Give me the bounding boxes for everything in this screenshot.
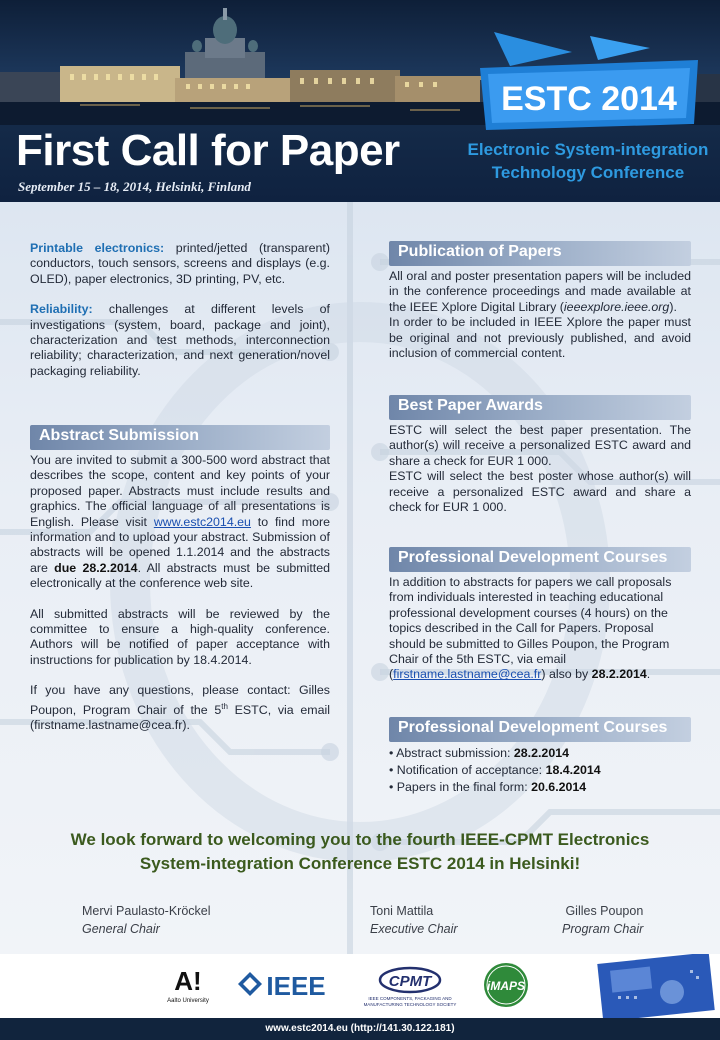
abstract-paragraph-2: All submitted abstracts will be reviewed by the committee to ensure a high-quality conference. Authors will be notified of paper acceptance with instructions for publication by 18.4.2014. <box>30 606 330 667</box>
aalto-name: Aalto University <box>167 998 209 1004</box>
page-title: First Call for Paper <box>16 126 400 175</box>
printable-electronics-paragraph <box>30 241 330 287</box>
reliability-text: challenges at different levels of investigations (system, board, package and joint), characterization and test methods, interconnection reliability; characterization, and next generation/novel packaging reliability. <box>30 302 330 378</box>
event-date-location: September 15 – 18, 2014, Helsinki, Finland <box>18 179 251 194</box>
aalto-logo: A! <box>174 966 202 996</box>
publication-paragraph-2: In order to be included in IEEE Xplore the paper must be original and not previously published, and avoid inclusion of commercial content. <box>389 315 691 361</box>
chair-role: Program Chair <box>562 922 644 936</box>
abstract-due-date: due 28.2.2014 <box>54 560 138 575</box>
courses-text-a: In addition to abstracts for papers we call proposals from individuals interested in teaching educational professional development courses (4 hours) on the topics described in the Call for Papers. Proposal should be submitted to Gilles Poupon, the Program Chair of the 5th ESTC, via email ( <box>389 575 672 682</box>
sponsor-logo-row <box>0 954 720 1018</box>
courses-heading: Professional Development Courses <box>389 547 691 572</box>
date-value: 28.2.2014 <box>513 746 569 760</box>
publication-paragraph-1 <box>389 269 691 315</box>
date-label: Papers in the final form: <box>396 780 532 794</box>
courses-text-c: . <box>646 667 651 682</box>
important-dates-list <box>389 745 691 796</box>
abstract-text-c: . All abstracts must be submitted electronically at the conference web site. <box>30 560 330 591</box>
website-link[interactable]: www.estc2014.eu <box>153 514 251 529</box>
welcome-line-2: System-integration Conference ESTC 2014 in Helsinki! <box>139 854 581 873</box>
contact-superscript: th <box>221 701 228 711</box>
conference-name <box>462 138 714 184</box>
abstract-paragraph-1 <box>30 453 330 592</box>
left-column <box>30 241 330 379</box>
awards-paragraph-1: ESTC will select the best paper presentation. The author(s) will receive a personalized ESTC award and share a check for EUR 1 000. <box>389 423 691 468</box>
date-item-final-papers <box>389 779 691 796</box>
email-link[interactable]: firstname.lastname@cea.fr <box>393 667 542 682</box>
printable-electronics-text: printed/jetted (transparent) conductors, touch sensors, screens and displays (e.g. OLED), paper electronics, 3D printing, PV, etc. <box>30 241 330 286</box>
estc-2014-logo <box>480 30 698 130</box>
abstract-paragraph-3 <box>30 683 330 733</box>
chair-role: General Chair <box>82 922 160 936</box>
reliability-term: Reliability: <box>30 302 93 317</box>
abstract-text-b: to find more information and to upload your abstract. Submission of abstracts will be opened 1.1.2014 and the abstracts are <box>30 514 331 575</box>
date-value: 18.4.2014 <box>545 763 601 777</box>
welcome-line-1: We look forward to welcoming you to the fourth IEEE-CPMT Electronics <box>70 830 650 849</box>
circuit-board-photo <box>597 954 714 1018</box>
chair-name: Mervi Paulasto-Kröckel <box>82 904 211 918</box>
contact-text-b: ESTC, via email (firstname.lastname@cea.fr). <box>30 702 330 733</box>
reliability-paragraph <box>30 302 330 379</box>
ieee-text: IEEE <box>266 971 326 1001</box>
contact-text-a: If you have any questions, please contact: Gilles Poupon, Program Chair of the 5 <box>30 683 330 717</box>
publication-text-b: ). <box>669 299 677 314</box>
sponsor-logos <box>0 954 720 1018</box>
awards-heading: Best Paper Awards <box>389 395 691 420</box>
abstract-submission-heading: Abstract Submission <box>30 425 330 450</box>
chair-executive <box>370 902 458 938</box>
chair-general <box>82 902 211 938</box>
conference-name-line1: Electronic System-integration <box>467 140 709 159</box>
courses-text-b: ) also by <box>541 667 592 682</box>
footer-url: www.estc2014.eu (http://141.30.122.181) <box>0 1018 720 1040</box>
logo-text: ESTC 2014 <box>501 80 677 118</box>
cpmt-subtext-1: IEEE COMPONENTS, PACKAGING AND <box>368 996 452 1001</box>
conference-name-line2: Technology Conference <box>491 163 685 182</box>
chair-role: Executive Chair <box>370 922 458 936</box>
courses-paragraph <box>389 575 691 683</box>
welcome-message <box>0 828 720 876</box>
ieee-logo <box>238 971 326 1001</box>
date-item-abstract <box>389 745 691 762</box>
abstract-submission-section <box>30 425 330 734</box>
header-banner <box>0 0 720 202</box>
publication-text-a: All oral and poster presentation papers will be included in the conference proceedings and made available at the IEEE Xplore Digital Library ( <box>389 269 691 314</box>
abstract-text-a: You are invited to submit a 300-500 word abstract that describes the scope, content and key points of your proposed paper. Abstracts must include results and graphics. The official language of all presentations is English. Please visit <box>30 453 330 529</box>
chair-name: Toni Mattila <box>370 904 434 918</box>
date-label: Abstract submission: <box>396 746 514 760</box>
courses-section <box>389 547 691 683</box>
awards-paragraph-2: ESTC will select the best poster whose author(s) will receive a personalized ESTC award and share a check for EUR 1 000. <box>389 469 691 515</box>
cpmt-logo <box>364 968 457 1007</box>
date-label: Notification of acceptance: <box>396 763 546 777</box>
date-item-notification <box>389 762 691 779</box>
ieee-xplore-url: ieeexplore.ieee.org <box>563 299 670 314</box>
awards-section <box>389 395 691 515</box>
important-dates-section <box>389 717 691 796</box>
cpmt-subtext-2: MANUFACTURING TECHNOLOGY SOCIETY <box>363 1002 457 1007</box>
imaps-text: iMAPS <box>486 979 526 993</box>
date-value: 20.6.2014 <box>531 780 587 794</box>
publication-heading: Publication of Papers <box>389 241 691 266</box>
cpmt-text: CPMT <box>388 973 432 990</box>
publication-section <box>389 241 691 361</box>
imaps-logo <box>484 963 528 1007</box>
important-dates-heading: Professional Development Courses <box>389 717 691 742</box>
chair-name: Gilles Poupon <box>565 904 644 918</box>
chair-program <box>562 902 643 938</box>
printable-electronics-term: Printable electronics: <box>30 241 165 255</box>
courses-deadline: 28.2.2014 <box>591 667 647 682</box>
